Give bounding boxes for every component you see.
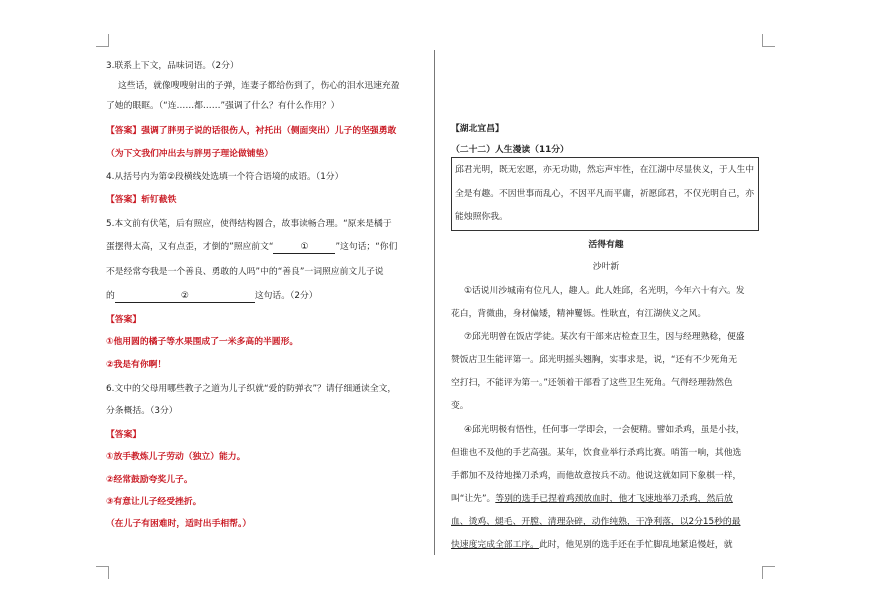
question-5-text: 5.本文前有伏笔，后有照应，使得结构圆合，故事读畅合理。“原来是橘于 (106, 219, 392, 229)
underlined-text: 等别的选手已捏着鸡颈放血时，他才飞速地举刀杀鸡，然后放 (495, 494, 733, 504)
question-6-answer: ①放手教炼儿子劳动（独立）能力。 (106, 452, 246, 462)
question-5-text-segment: 这句话。（2分） (254, 291, 318, 301)
question-5-text-segment: ”这句话；“你们 (335, 242, 398, 252)
underlined-text: 快速度完成全部工序。 (451, 540, 539, 550)
story-title: 活得有趣 (588, 240, 624, 250)
corner-mark (762, 566, 775, 579)
question-5-answer: ②我是有你啊！ (106, 360, 167, 370)
paragraph-text (451, 539, 733, 551)
question-6-answer: ③有意让儿子经受挫折。 (106, 497, 202, 507)
column-divider (434, 50, 435, 555)
question-3-title: 3.联系上下文，品味词语。（2分） (106, 61, 239, 71)
paragraph-text: 空打扫，不能评为第一。”还领着干部看了这些卫生死角。气得经理勃然色 (451, 378, 733, 388)
paragraph-text: ①话说川沙城南有位凡人，趣人。此人姓邱，名光明，今年六十有六。发 (464, 286, 745, 296)
intro-text: 全是有趣。不因世事而乱心，不因平凡而平庸，祈愿邱君，不仅光明自己，亦 (455, 189, 755, 199)
question-5-text-segment: 蛋摆得太高，又有点歪，才倒的”照应前文“ (106, 242, 274, 252)
story-author: 沙叶新 (592, 262, 620, 272)
question-3-answer: （为下文我们冲出去与胖男子理论做铺垫） (106, 149, 274, 159)
question-5-text-segment: 的 (106, 291, 115, 301)
paragraph-text: ⑦邱光明曾在饭店学徒。某次有干部来店检查卫生，因与经理熟稔，便盛 (464, 332, 745, 342)
question-6-answer: ②经常鼓励夸奖儿子。 (106, 475, 193, 485)
blank-1: ① (273, 241, 335, 254)
paragraph-text (451, 493, 733, 505)
question-3-answer: 【答案】强调了胖男子说的话很伤人，衬托出（侧面突出）儿子的坚强勇敢 (106, 126, 397, 136)
question-6-answer: （在儿子有困难时，适时出手相帮。） (106, 519, 252, 529)
paragraph-text: 花白，背微曲，身材偏矮，精神矍铄。性耿直，有江湖侠义之风。 (451, 309, 707, 319)
question-5-text: 不是经常夸我是一个善良、勇敢的人吗”中的“善良”一词照应前文儿子说 (106, 267, 384, 277)
paragraph-text: 手都加不及待地操刀杀鸡，而他故意按兵不动。他说这就如同下象棋一样， (451, 471, 742, 481)
paragraph-text: 但谁也不及他的手艺高强。某年，饮食业举行杀鸡比赛。哨笛一响，其他选 (451, 448, 742, 458)
paragraph-text-segment: 此时，他见别的选手还在手忙脚乱地紧追慢赶，就 (538, 540, 733, 550)
question-5-answer: ①他用圆的橘子等水果围成了一米多高的半圆形。 (106, 337, 299, 347)
corner-mark (762, 34, 775, 47)
question-5-text (106, 241, 397, 254)
question-4-answer: 【答案】斩钉截铁 (106, 195, 177, 205)
intro-text: 邱君光明，既无宏愿，亦无功勋，然忘声牢性，在江湖中尽显侠义，于人生中 (455, 165, 755, 175)
corner-mark (96, 566, 109, 579)
section-title: （二十二）人生漫读（11分） (451, 145, 569, 155)
paragraph-text: ④邱光明极有悟性，任何事一学即会，一会便精。譬如杀鸡，虽是小技， (464, 425, 745, 435)
region-label: 【湖北宜昌】 (451, 124, 504, 134)
corner-mark (96, 34, 109, 47)
paragraph-text: 变。 (451, 401, 469, 411)
question-6-text: 分条概括。（3分） (106, 406, 178, 416)
question-5-text (106, 290, 318, 303)
intro-text: 能烛照你我。 (455, 212, 508, 222)
question-6-text: 6.文中的父母用哪些教子之道为儿子织就“爱的防弹衣”？请仔细通读全文， (106, 384, 397, 394)
paragraph-text: 赞饭店卫生能评第一。邱光明摇头翘胸，实事求是，说，“还有不少死角无 (451, 355, 738, 365)
paragraph-text-segment: 叫“让先”。 (451, 494, 496, 504)
question-6-answer-label: 【答案】 (106, 430, 142, 440)
underlined-text: 血、烫鸡、煺毛、开膛、清理杂碎，动作纯熟，干净利落，以2分15秒的最 (451, 517, 741, 527)
question-3-text: 了她的眼眶。（“连……都……”强调了什么？有什么作用？） (106, 101, 340, 111)
question-3-text: 这些话，就像嗖嗖射出的子弹，连妻子都给伤到了，伤心的泪水迅速充盈 (118, 81, 400, 91)
question-4-title: 4.从括号内为第②段横线处选填一个符合语境的成语。（1分） (106, 172, 344, 182)
question-5-answer-label: 【答案】 (106, 315, 142, 325)
blank-2: ② (115, 290, 255, 303)
